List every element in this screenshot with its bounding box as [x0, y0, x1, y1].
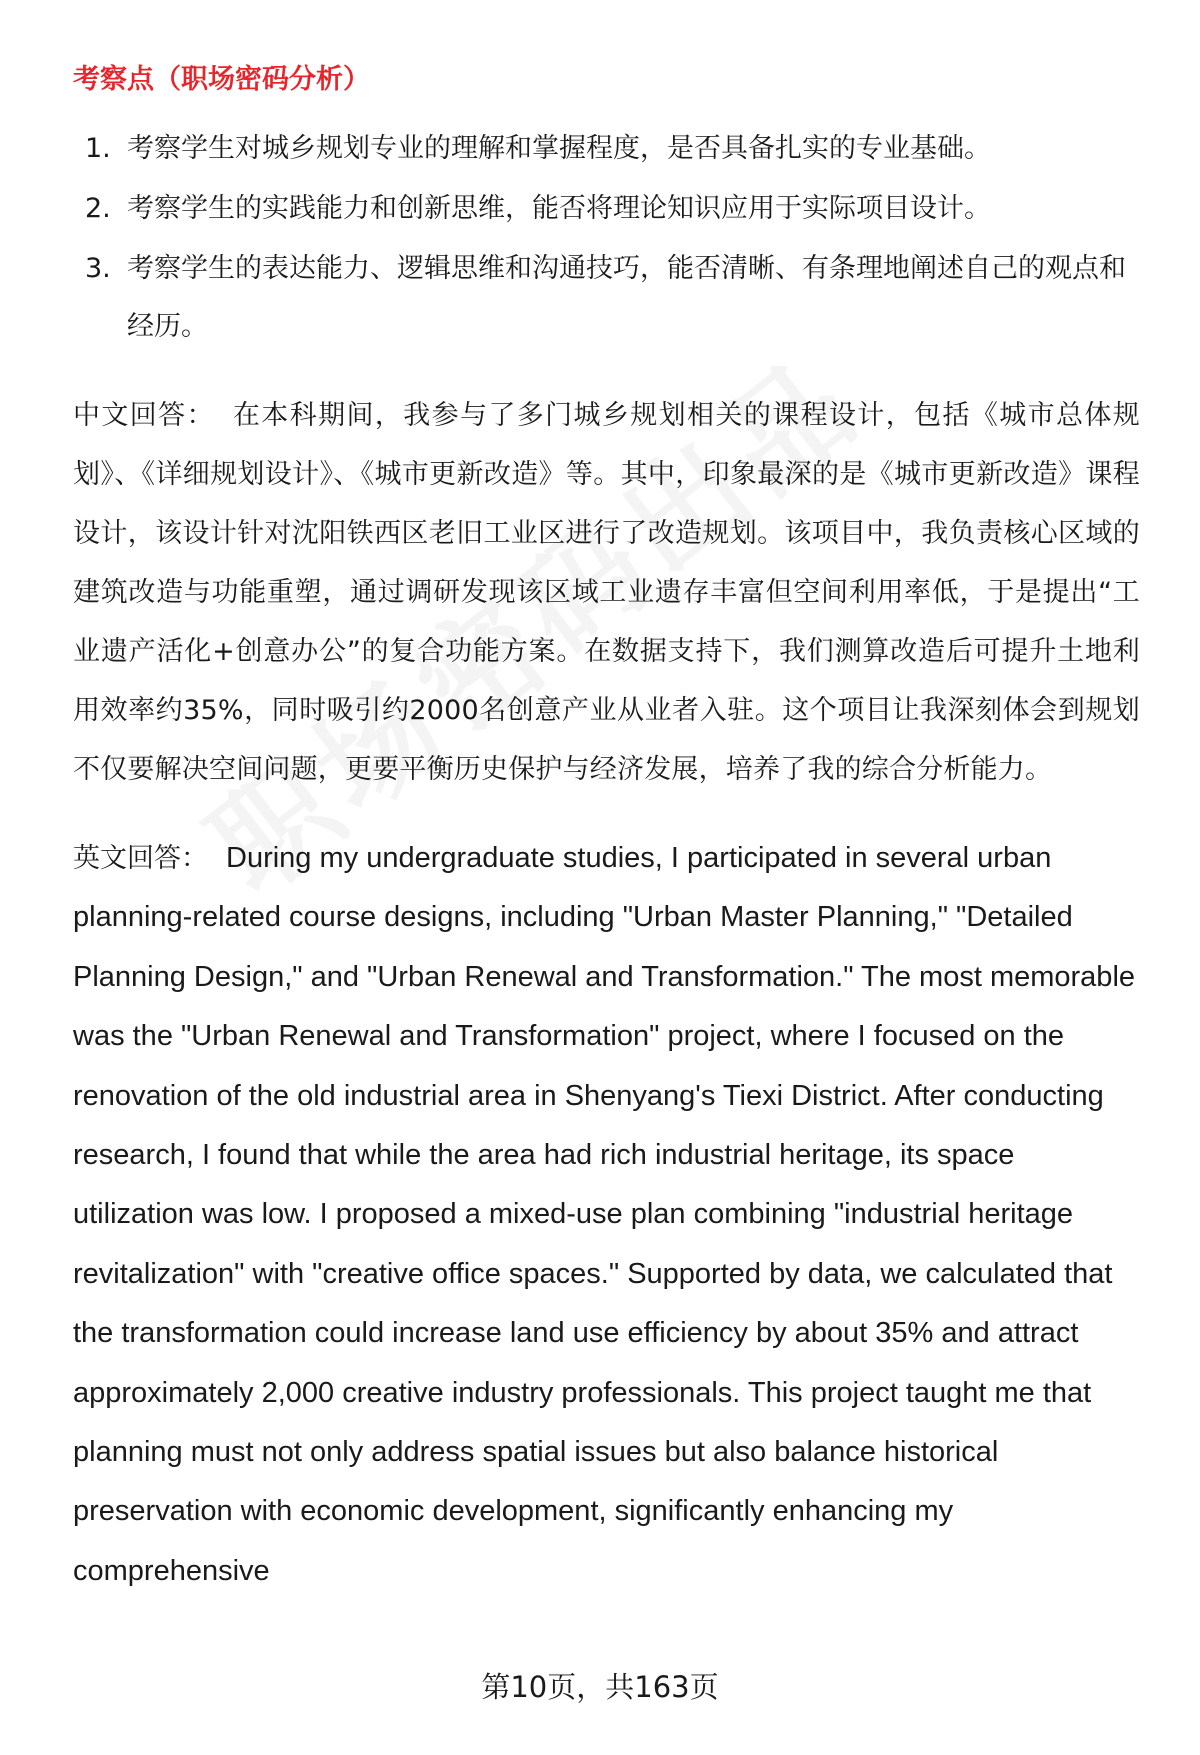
english-answer-text: During my undergraduate studies, I participated in several urban planning-related course designs, including "Urban Master Planning," "Detailed Planning Design," and "Urban Renewal and Transformation." The most memorable was the "Urban Renewal and Transformation" project, where I focused on the renovation of the old industrial area in Shenyang's Tiexi District. After conducting research, I found that while the area had rich industrial heritage, its space utilization was low. I proposed a mixed-use plan combining "industrial heritage revitalization" with "creative office spaces." Supported by data, we calculated that the transformation could increase land use efficiency by about 35% and attract approximately 2,000 creative industry professionals. This project taught me that planning must not only address spatial issues but also balance historical preservation with economic development, significantly enhancing my comprehensive	[73, 842, 1136, 1587]
list-item	[73, 180, 1140, 238]
chinese-answer-label: 中文回答：	[73, 400, 215, 431]
points-list	[73, 120, 1140, 356]
list-item-text: 考察学生的表达能力、逻辑思维和沟通技巧，能否清晰、有条理地阐述自己的观点和经历。	[127, 253, 1126, 342]
list-item-number: 3.	[85, 253, 111, 284]
chinese-answer	[73, 386, 1140, 799]
english-answer-label: 英文回答：	[73, 843, 208, 874]
chinese-answer-text: 在本科期间，我参与了多门城乡规划相关的课程设计，包括《城市总体规划》、《详细规划设计》、《城市更新改造》等。其中，印象最深的是《城市更新改造》课程设计，该设计针对沈阳铁西区老旧工业区进行了改造规划。该项目中，我负责核心区域的建筑改造与功能重塑，通过调研发现该区域工业遗存丰富但空间利用率低，于是提出“工业遗产活化+创意办公”的复合功能方案。在数据支持下，我们测算改造后可提升土地利用效率约35%，同时吸引约2000名创意产业从业者入驻。这个项目让我深刻体会到规划不仅要解决空间问题，更要平衡历史保护与经济发展，培养了我的综合分析能力。	[73, 400, 1140, 785]
page-number-footer: 第10页，共163页	[481, 1670, 719, 1704]
list-item-number: 2.	[85, 193, 111, 224]
list-item-text: 考察学生的实践能力和创新思维，能否将理论知识应用于实际项目设计。	[127, 193, 991, 224]
english-answer	[73, 829, 1140, 1601]
list-item-number: 1.	[85, 133, 111, 164]
list-item	[73, 240, 1140, 356]
list-item-text: 考察学生对城乡规划专业的理解和掌握程度，是否具备扎实的专业基础。	[127, 133, 991, 164]
list-item	[73, 120, 1140, 178]
section-title: 考察点（职场密码分析）	[73, 64, 370, 95]
